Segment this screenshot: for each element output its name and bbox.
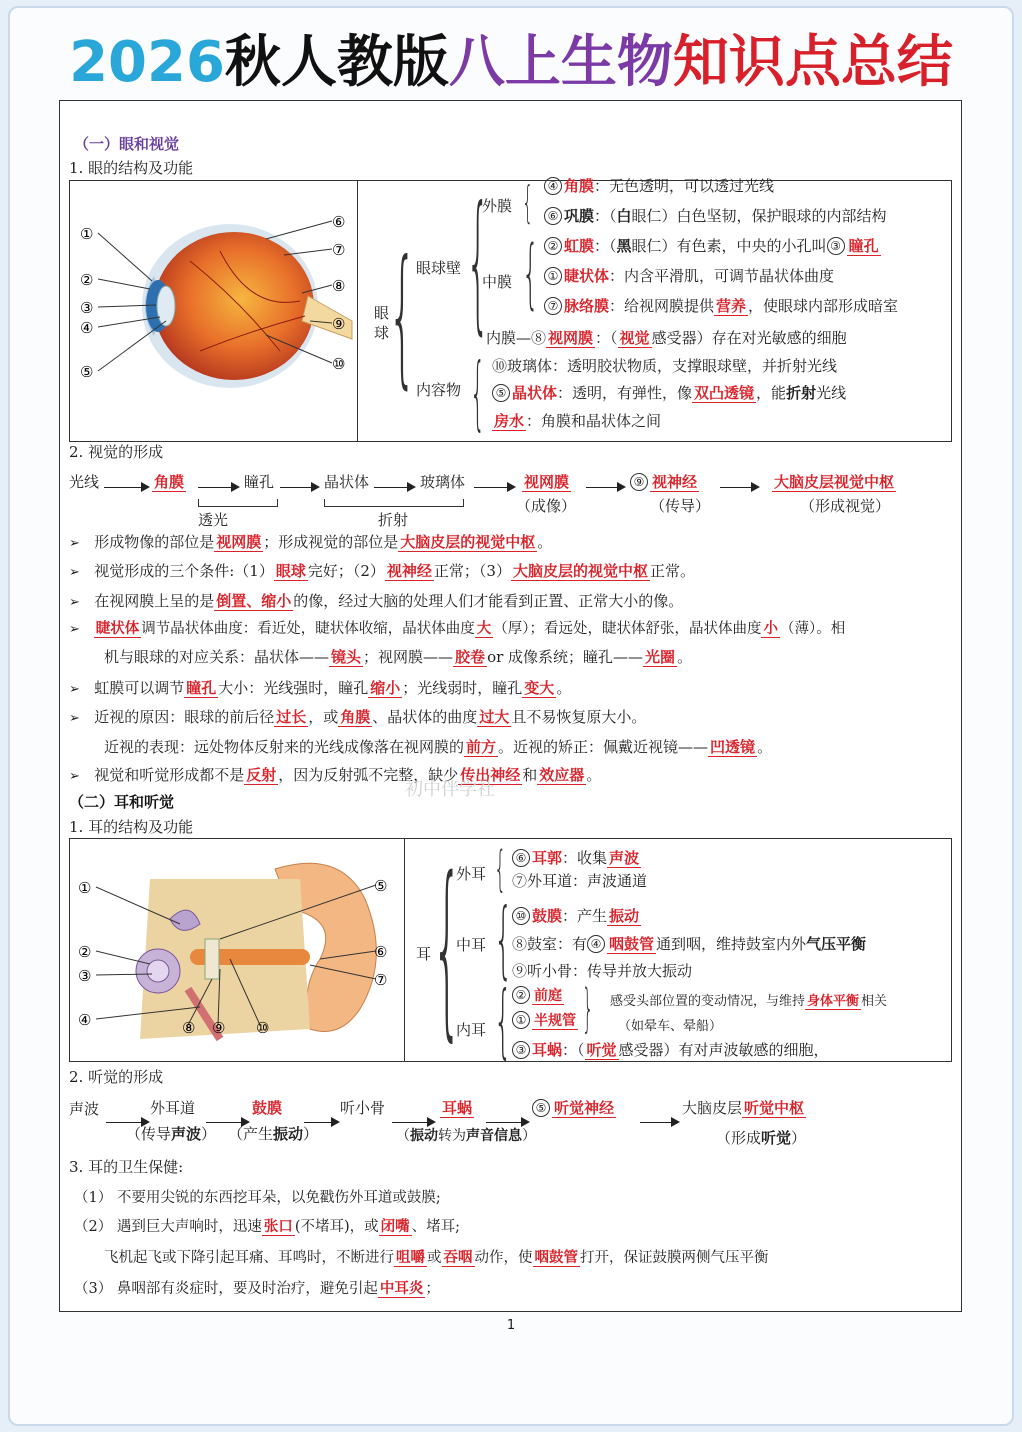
table-divider (404, 839, 405, 1061)
eye-row-choroid: ⑦ 脉络膜：给视网膜提供 营养 ，使眼球内部形成暗室 (544, 295, 898, 316)
eye-label-10: ⑩ (332, 355, 346, 373)
brace-ear-middle: { (494, 890, 513, 988)
ear-label-10: ⑩ (256, 1019, 270, 1037)
eye-diagram (70, 181, 356, 441)
eye-label-1: ① (80, 225, 94, 243)
brace-contents: { (470, 346, 486, 439)
ear-label-3: ③ (78, 967, 92, 985)
eye-label-2: ② (80, 271, 94, 289)
ear-structure-table (69, 837, 952, 1067)
flow-arrow (586, 487, 624, 488)
flow-light: 光线 (69, 473, 100, 491)
hflow-eardrum-note: （产生振动） (228, 1125, 319, 1143)
ear-row-eardrum: ⑩ 鼓膜：产生 振动 (512, 905, 641, 926)
eye-row-sclera: ⑥ 巩膜：（白眼仁）白色坚韧，保护眼球的内部结构 (544, 205, 887, 226)
hflow-cochlea-note: （振动转为声音信息） (396, 1128, 536, 1144)
hflow-canal-note: （传导声波） (126, 1125, 217, 1143)
bullet-4-cont: 机与眼球的对应关系：晶状体—— 镜头 ；视网膜—— 胶卷 or 成像系统；瞳孔—— 光圈 。 (104, 648, 693, 666)
tree-ear-middle: 中耳 (456, 936, 487, 954)
flow-cornea: 角膜 (154, 473, 185, 491)
ear-row-auricle: ⑥ 耳郭：收集 声波 (512, 847, 641, 868)
lens-shape (157, 286, 175, 326)
content-sheet (59, 100, 962, 1312)
flow-lens: 晶状体 (324, 473, 370, 491)
table-divider (357, 181, 358, 441)
ear-label-5: ⑤ (374, 877, 388, 895)
tree-root-ear: 耳 (416, 945, 432, 963)
eye-label-6: ⑥ (332, 213, 346, 231)
title-edition: 秋人教版 (224, 30, 449, 95)
page-title (0, 28, 1022, 98)
ear-row-canal: ⑦外耳道：声波通道 (512, 872, 648, 890)
ear-label-8: ⑧ (182, 1019, 196, 1037)
brace-ear: { (432, 837, 463, 1058)
bullet-5: ➢ 虹膜可以调节 瞳孔 大小：光线强时，瞳孔 缩小 ；光线弱时，瞳孔 变大 。 (69, 679, 572, 697)
ear-label-2: ② (78, 943, 92, 961)
hflow-center: 大脑皮层 听觉中枢 (682, 1099, 805, 1117)
bullet-6-cont: 近视的表现：远处物体反射来的光线成像落在视网膜的 前方 。近视的矫正：佩戴近视镜—— 凹透镜 。 (104, 738, 773, 756)
bullet-2: ➢ 视觉形成的三个条件:（1） 眼球 完好；（2） 视神经 正常；（3） 大脑皮层的视觉中枢 正常。 (69, 562, 695, 580)
brace-outer: { (522, 177, 534, 228)
flow-arrow (280, 487, 318, 488)
brace-root: { (388, 229, 417, 403)
vision-formation-subheading: 2. 视觉的形成 (69, 443, 164, 461)
flow-arrow (474, 487, 514, 488)
ear-row-vestibule: ② 前庭 (512, 985, 564, 1005)
hygiene-item-3: （3） 鼻咽部有炎症时，要及时治疗，避免引起 中耳炎 ； (74, 1281, 440, 1297)
flow-visual-center: 大脑皮层视觉中枢 (774, 473, 895, 491)
eye-row-vitreous: ⑩玻璃体：透明胶状物质，支撑眼球壁，并折射光线 (492, 357, 838, 375)
eye-row-cornea: ④ 角膜：无色透明，可以透过光线 (544, 175, 774, 196)
title-year: 2026 (69, 30, 225, 95)
hflow-arrow (640, 1122, 678, 1123)
hflow-ossicles: 听小骨 (340, 1099, 386, 1117)
tree-wall: 眼球壁 (416, 259, 462, 277)
bullet-7: ➢ 视觉和听觉形成都不是 反射 ，因为反射弧不完整，缺少 传出神经 和 效应器 。 (69, 766, 602, 784)
cochlea-inner (147, 960, 169, 982)
ear-row-ossicles: ⑨听小骨：传导并放大振动 (512, 962, 693, 980)
bracket-transmit (198, 499, 278, 507)
hflow-arrow (486, 1122, 528, 1123)
bullet-1: ➢ 形成物像的部位是 视网膜 ；形成视觉的部位是 大脑皮层的视觉中枢 。 (69, 533, 553, 551)
flow-refract-label: 折射 (378, 511, 409, 529)
tree-middle: 中膜 (482, 273, 513, 291)
ear-label-7: ⑦ (374, 971, 388, 989)
hflow-arrow (392, 1122, 434, 1123)
balance-description: 感受头部位置的变动情况，与维持 身体平衡 相关 (610, 994, 888, 1009)
balance-example: （如晕车、晕船） (618, 1019, 723, 1034)
tree-outer: 外膜 (482, 197, 513, 215)
eye-label-9: ⑨ (332, 315, 346, 333)
flow-pupil: 瞳孔 (244, 473, 275, 491)
eye-label-4: ④ (80, 319, 94, 337)
ear-hygiene-subheading: 3. 耳的卫生保健: (69, 1158, 184, 1176)
hygiene-item-2: （2） 遇到巨大声响时，迅速 张口 (不堵耳)，或 闭嘴 、堵耳; (74, 1219, 461, 1235)
eye-label-5: ⑤ (80, 363, 94, 381)
flow-retina-note: （成像） (516, 497, 577, 515)
bullet-4: ➢ 睫状体 调节晶状体曲度：看近处，睫状体收缩，晶状体曲度 大 （厚）；看远处，睫状体舒张，晶状体曲度 小 （薄）。相 (69, 621, 846, 637)
flow-arrow (720, 487, 758, 488)
flow-visual-note: （形成视觉） (800, 497, 891, 515)
eye-row-retina: 内膜—⑧ 视网膜 ：（ 视觉 感受器）存在对光敏感的细胞 (486, 329, 847, 347)
eye-structure-subheading: 1. 眼的结构及功能 (69, 159, 194, 177)
section-ear-heading: （二）耳和听觉 (69, 793, 175, 811)
title-subject: 八上生物 (448, 30, 673, 95)
hflow-canal: 外耳道 (150, 1099, 196, 1117)
flow-optic-note: （传导） (650, 497, 711, 515)
eye-row-aqueous: 房水 ：角膜和晶状体之间 (494, 412, 662, 430)
hflow-center-note: （形成听觉） (716, 1129, 807, 1147)
hflow-auditory-nerve: ⑤ 听觉神经 (532, 1097, 616, 1118)
ear-row-semicircular: ① 半规管 (512, 1010, 578, 1030)
brace-wall: { (466, 175, 490, 349)
eye-row-ciliary: ① 睫状体：内含平滑肌，可调节晶状体曲度 (544, 265, 834, 286)
ear-label-6: ⑥ (374, 943, 388, 961)
eye-label-7: ⑦ (332, 241, 346, 259)
hflow-cochlea: 耳蜗 (442, 1099, 473, 1117)
flow-arrow (104, 487, 148, 488)
watermark: 初中伴学社 (405, 779, 495, 800)
flow-optic-nerve: ⑨ 视神经 (630, 471, 699, 492)
bullet-3: ➢ 在视网膜上呈的是 倒置、缩小 的像，经过大脑的处理人们才能看到正置、正常大小的像。 (69, 592, 684, 610)
tree-root-eyeball: 眼球 (374, 304, 390, 342)
tree-contents: 内容物 (416, 381, 462, 399)
eye-label-8: ⑧ (332, 277, 346, 295)
hflow-arrow (304, 1122, 338, 1123)
hearing-formation-subheading: 2. 听觉的形成 (69, 1068, 164, 1086)
eye-row-iris: ② 虹膜：（黑眼仁）有色素，中央的小孔叫 ③ 瞳孔 (544, 235, 881, 256)
ear-label-9: ⑨ (212, 1019, 226, 1037)
hflow-sound: 声波 (69, 1100, 100, 1118)
flow-arrow (198, 487, 238, 488)
bullet-6: ➢ 近视的原因：眼球的前后径 过长 ，或 角膜 、晶状体的曲度 过大 且不易恢复原大小。 (69, 708, 647, 726)
brace-ear-outer: { (494, 841, 507, 897)
title-summary: 知识点总结 (672, 30, 953, 95)
ear-row-tympanic: ⑧鼓室：有 ④ 咽鼓管 通到咽，维持鼓室内外气压平衡 (512, 935, 867, 953)
bracket-refract (324, 499, 464, 507)
brace-balance: } (582, 979, 594, 1039)
brace-middle: { (522, 228, 539, 317)
ear-row-cochlea: ③ 耳蜗：（ 听觉 感受器）有对声波敏感的细胞， (512, 1039, 829, 1060)
brace-ear-inner: { (494, 974, 512, 1067)
hflow-eardrum: 鼓膜 (252, 1099, 283, 1117)
flow-arrow (374, 487, 414, 488)
flow-vitreous: 玻璃体 (420, 473, 466, 491)
ear-diagram (70, 839, 402, 1061)
flow-transmit-label: 透光 (198, 511, 229, 529)
ear-label-4: ④ (78, 1011, 92, 1029)
hygiene-item-2-cont: 飞机起飞或下降引起耳痛、耳鸣时，不断进行 咀嚼 或 吞咽 动作，使 咽鼓管 打开，保证鼓膜两侧气压平衡 (104, 1250, 769, 1266)
page-number: 1 (506, 1318, 516, 1333)
flow-retina: 视网膜 (524, 473, 570, 491)
hygiene-item-1: （1） 不要用尖锐的东西挖耳朵，以免戳伤外耳道或鼓膜; (74, 1190, 441, 1206)
eye-row-lens: ⑤ 晶状体：透明，有弹性，像 双凸透镜 ，能折射光线 (492, 382, 846, 403)
ossicles-shape (205, 939, 219, 979)
section-eye-heading: （一）眼和视觉 (74, 135, 180, 153)
eye-structure-table (69, 175, 952, 442)
ear-label-1: ① (78, 879, 92, 897)
ear-structure-subheading: 1. 耳的结构及功能 (69, 818, 194, 836)
tree-ear-outer: 外耳 (456, 865, 487, 883)
tree-ear-inner: 内耳 (456, 1021, 487, 1039)
eye-label-3: ③ (80, 299, 94, 317)
